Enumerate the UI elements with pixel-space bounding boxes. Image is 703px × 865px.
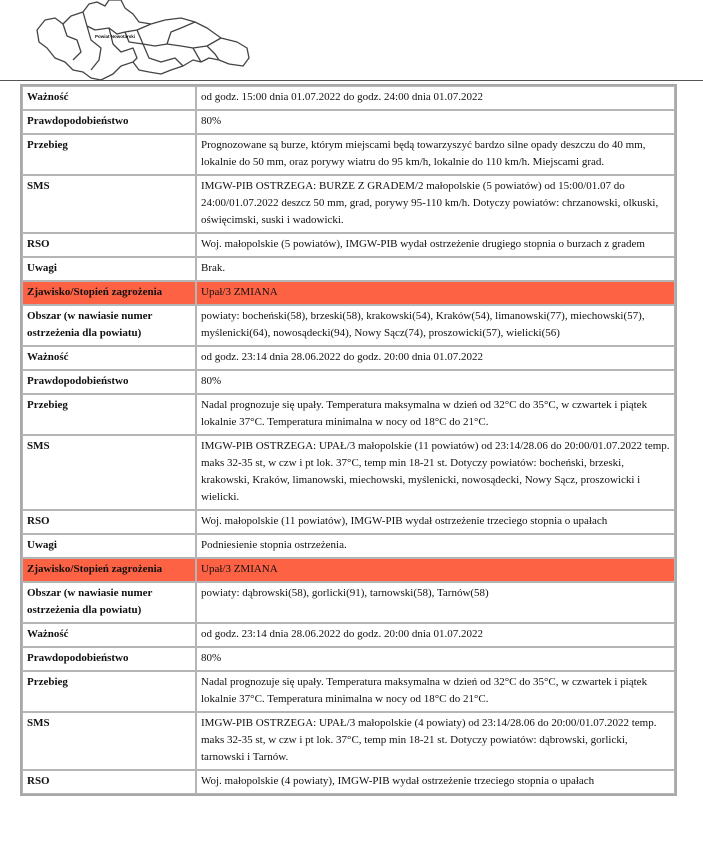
warning-table bbox=[20, 84, 677, 796]
table-row bbox=[22, 582, 675, 623]
row-label: Uwagi bbox=[22, 257, 196, 281]
row-label: Prawdopodobieństwo bbox=[22, 110, 196, 134]
table-row bbox=[22, 370, 675, 394]
row-value: 80% bbox=[196, 110, 675, 134]
row-label: Ważność bbox=[22, 86, 196, 110]
table-row bbox=[22, 257, 675, 281]
row-value: Nadal prognozuje się upały. Temperatura maksymalna w dzień od 32°C do 35°C, w czwartek i piątek lokalnie 37°C. Temperatura minimalna w nocy od 18°C do 21°C. bbox=[196, 394, 675, 435]
row-value: powiaty: bocheński(58), brzeski(58), krakowski(54), Kraków(54), limanowski(77), miechowski(57), myślenicki(64), nowosądecki(94), Nowy Sącz(74), proszowicki(57), wielicki(56) bbox=[196, 305, 675, 346]
row-label: SMS bbox=[22, 435, 196, 510]
table-row bbox=[22, 305, 675, 346]
row-label: Ważność bbox=[22, 623, 196, 647]
row-value: Woj. małopolskie (5 powiatów), IMGW-PIB wydał ostrzeżenie drugiego stopnia o burzach z gradem bbox=[196, 233, 675, 257]
row-value: Nadal prognozuje się upały. Temperatura maksymalna w dzień od 32°C do 35°C, w czwartek i piątek lokalnie 37°C. Temperatura minimalna w nocy od 18°C do 21°C. bbox=[196, 671, 675, 712]
row-label: Obszar (w nawiasie numer ostrzeżenia dla powiatu) bbox=[22, 582, 196, 623]
row-label: Obszar (w nawiasie numer ostrzeżenia dla powiatu) bbox=[22, 305, 196, 346]
row-value: Woj. małopolskie (4 powiaty), IMGW-PIB wydał ostrzeżenie trzeciego stopnia o upałach bbox=[196, 770, 675, 794]
row-label: SMS bbox=[22, 712, 196, 770]
row-value: Podniesienie stopnia ostrzeżenia. bbox=[196, 534, 675, 558]
page-header bbox=[0, 0, 703, 80]
row-value: Woj. małopolskie (11 powiatów), IMGW-PIB wydał ostrzeżenie trzeciego stopnia o upałach bbox=[196, 510, 675, 534]
row-label: Ważność bbox=[22, 346, 196, 370]
row-value: 80% bbox=[196, 647, 675, 671]
row-label: Prawdopodobieństwo bbox=[22, 370, 196, 394]
row-label: Zjawisko/Stopień zagrożenia bbox=[22, 558, 196, 582]
row-label: SMS bbox=[22, 175, 196, 233]
row-value: Upał/3 ZMIANA bbox=[196, 281, 675, 305]
table-row bbox=[22, 233, 675, 257]
row-label: Przebieg bbox=[22, 671, 196, 712]
header-divider bbox=[0, 80, 703, 81]
row-value: Prognozowane są burze, którym miejscami będą towarzyszyć bardzo silne opady deszczu do 40 mm, lokalnie do 50 mm, oraz porywy wiatru do 95 km/h, lokalnie do 110 km/h. Miejscami grad. bbox=[196, 134, 675, 175]
row-value: IMGW-PIB OSTRZEGA: UPAŁ/3 małopolskie (11 powiatów) od 23:14/28.06 do 20:00/01.07.2022 temp. maks 32-35 st, w czw i pt lok. 37°C, temp min 18-21 st. Dotyczy powiatów: bocheński, brzeski, krakowski, Kraków, limanowski, miechowski, myślenicki, nowosądecki, Nowy Sącz, proszowicki i wielicki. bbox=[196, 435, 675, 510]
table-row bbox=[22, 647, 675, 671]
row-value: IMGW-PIB OSTRZEGA: UPAŁ/3 małopolskie (4 powiaty) od 23:14/28.06 do 20:00/01.07.2022 temp. maks 32-35 st, w czw i pt lok. 37°C, temp min 18-21 st. Dotyczy powiatów: dąbrowski, gorlicki, tarnowski i Tarnów. bbox=[196, 712, 675, 770]
row-value: 80% bbox=[196, 370, 675, 394]
row-value: od godz. 15:00 dnia 01.07.2022 do godz. 24:00 dnia 01.07.2022 bbox=[196, 86, 675, 110]
row-label: RSO bbox=[22, 510, 196, 534]
row-label: Prawdopodobieństwo bbox=[22, 647, 196, 671]
row-label: Przebieg bbox=[22, 134, 196, 175]
row-value: powiaty: dąbrowski(58), gorlicki(91), tarnowski(58), Tarnów(58) bbox=[196, 582, 675, 623]
table-row bbox=[22, 346, 675, 370]
row-label: RSO bbox=[22, 233, 196, 257]
phenomenon-row bbox=[22, 558, 675, 582]
row-value: od godz. 23:14 dnia 28.06.2022 do godz. 20:00 dnia 01.07.2022 bbox=[196, 623, 675, 647]
row-value: IMGW-PIB OSTRZEGA: BURZE Z GRADEM/2 małopolskie (5 powiatów) od 15:00/01.07 do 24:00/01.07.2022 deszcz 50 mm, grad, porywy 95-110 km/h. Dotyczy powiatów: chrzanowski, olkuski, oświęcimski, suski i wadowicki. bbox=[196, 175, 675, 233]
table-row bbox=[22, 712, 675, 770]
row-value: Upał/3 ZMIANA bbox=[196, 558, 675, 582]
table-row bbox=[22, 671, 675, 712]
table-row bbox=[22, 134, 675, 175]
table-row bbox=[22, 86, 675, 110]
table-row bbox=[22, 110, 675, 134]
svg-text:Powiat Nowotarski: Powiat Nowotarski bbox=[95, 34, 136, 39]
row-label: RSO bbox=[22, 770, 196, 794]
table-row bbox=[22, 770, 675, 794]
table-row bbox=[22, 435, 675, 510]
table-row bbox=[22, 394, 675, 435]
phenomenon-row bbox=[22, 281, 675, 305]
row-value: od godz. 23:14 dnia 28.06.2022 do godz. 20:00 dnia 01.07.2022 bbox=[196, 346, 675, 370]
row-label: Uwagi bbox=[22, 534, 196, 558]
district-map-icon bbox=[25, 0, 255, 80]
table-row bbox=[22, 534, 675, 558]
row-value: Brak. bbox=[196, 257, 675, 281]
row-label: Przebieg bbox=[22, 394, 196, 435]
row-label: Zjawisko/Stopień zagrożenia bbox=[22, 281, 196, 305]
table-row bbox=[22, 175, 675, 233]
table-row bbox=[22, 623, 675, 647]
table-row bbox=[22, 510, 675, 534]
